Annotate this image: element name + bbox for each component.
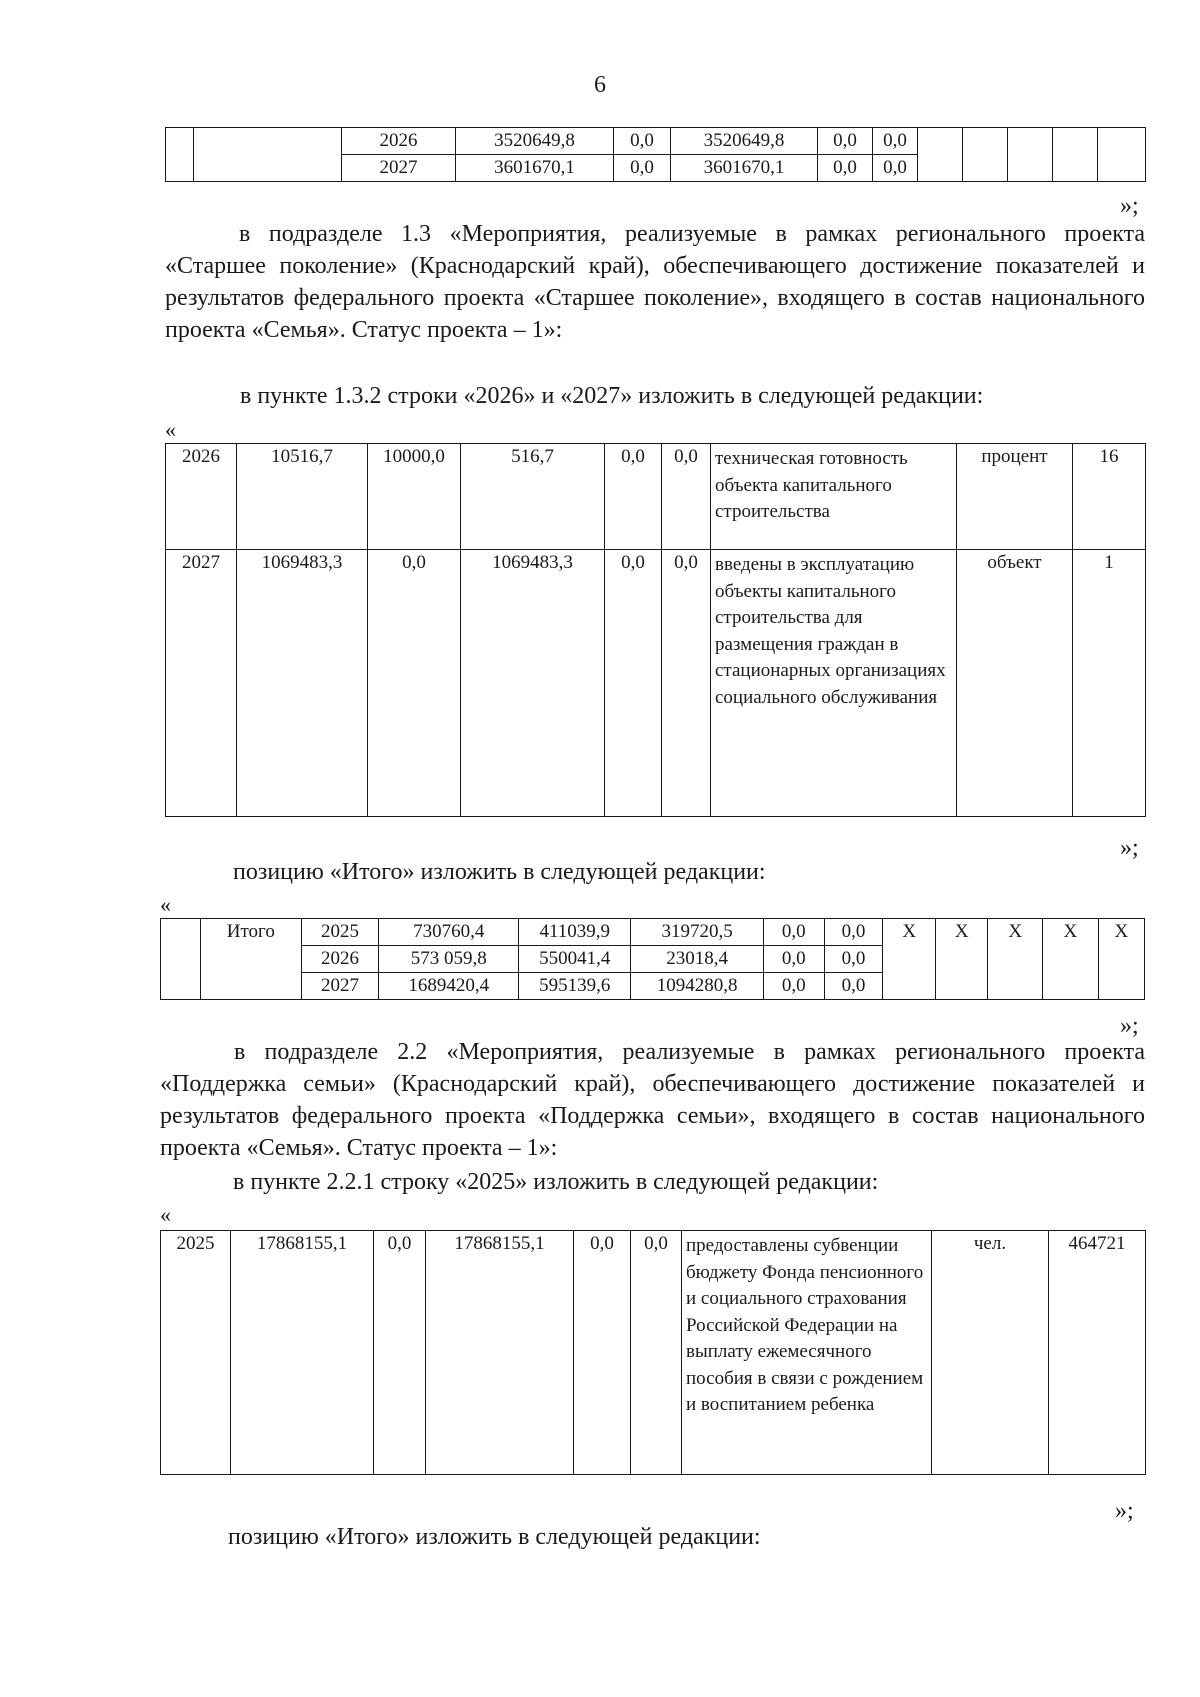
table-row	[166, 550, 1146, 817]
paragraph-item-1-3-2: в пункте 1.3.2 строки «2026» и «2027» изложить в следующей редакции:	[240, 383, 984, 409]
open-quote: «	[160, 892, 171, 917]
value-cell: 319720,5	[631, 919, 763, 946]
value-cell: 0,0	[605, 444, 662, 550]
year-cell: 2026	[301, 946, 379, 973]
value-cell: 0,0	[763, 919, 824, 946]
paragraph-item-2-2-1: в пункте 2.2.1 строку «2025» изложить в следующей редакции:	[233, 1169, 879, 1195]
value-cell: 0,0	[873, 128, 918, 155]
close-quote: »;	[1120, 193, 1139, 219]
x-mark: X	[1043, 919, 1099, 1000]
paragraph-itogo-1: позицию «Итого» изложить в следующей редакции:	[233, 859, 766, 885]
value-cell: 0,0	[605, 550, 662, 817]
value-cell: 3601670,1	[671, 155, 818, 182]
indicator-value-cell: 464721	[1049, 1231, 1146, 1475]
value-cell: 550041,4	[519, 946, 631, 973]
page-number: 6	[594, 72, 606, 98]
year-cell: 2027	[342, 155, 456, 182]
value-cell: 0,0	[763, 973, 824, 1000]
open-quote: «	[165, 417, 176, 442]
value-cell: 0,0	[824, 973, 883, 1000]
value-cell: 595139,6	[519, 973, 631, 1000]
table-row	[166, 128, 1146, 155]
value-cell: 3520649,8	[671, 128, 818, 155]
table-row	[161, 919, 1145, 946]
unit-cell: процент	[957, 444, 1073, 550]
value-cell: 0,0	[614, 128, 671, 155]
year-cell: 2025	[161, 1231, 231, 1475]
itogo-label: Итого	[200, 919, 301, 1000]
value-cell: 0,0	[574, 1231, 631, 1475]
value-cell: 0,0	[662, 444, 711, 550]
value-cell: 0,0	[824, 946, 883, 973]
total-cell: 1689420,4	[379, 973, 519, 1000]
x-mark: X	[883, 919, 936, 1000]
indicator-value-cell: 1	[1073, 550, 1146, 817]
result-cell: техническая готовность объекта капитального строительства	[711, 444, 957, 550]
value-cell: 0,0	[763, 946, 824, 973]
paragraph-subsection-2-2: в подразделе 2.2 «Мероприятия, реализуемые в рамках регионального проекта «Поддержка семьи» (Краснодарский край), обеспечивающего достижение показателей и результатов федерального проекта «Поддержка семьи», входящего в состав национального проекта «Семья». Статус проекта – 1»:	[160, 1039, 1145, 1161]
value-cell: 0,0	[818, 155, 873, 182]
close-quote: »;	[1120, 835, 1139, 861]
table-item-1-3-2	[165, 443, 1146, 817]
total-cell: 1069483,3	[237, 550, 368, 817]
x-mark: X	[935, 919, 988, 1000]
value-cell: 10000,0	[368, 444, 461, 550]
paragraph-itogo-2: позицию «Итого» изложить в следующей редакции:	[228, 1524, 761, 1550]
open-quote: «	[160, 1202, 171, 1227]
total-cell: 17868155,1	[231, 1231, 374, 1475]
value-cell: 1069483,3	[461, 550, 605, 817]
unit-cell: объект	[957, 550, 1073, 817]
value-cell: 23018,4	[631, 946, 763, 973]
year-cell: 2026	[342, 128, 456, 155]
indicator-value-cell: 16	[1073, 444, 1146, 550]
year-cell: 2027	[301, 973, 379, 1000]
x-mark: X	[1098, 919, 1144, 1000]
total-cell: 3520649,8	[456, 128, 614, 155]
value-cell: 0,0	[662, 550, 711, 817]
value-cell: 0,0	[818, 128, 873, 155]
value-cell: 0,0	[873, 155, 918, 182]
total-cell: 10516,7	[237, 444, 368, 550]
table-itogo	[160, 918, 1145, 1000]
table-row	[161, 1231, 1146, 1475]
close-quote: »;	[1120, 1013, 1139, 1039]
value-cell: 516,7	[461, 444, 605, 550]
value-cell: 1094280,8	[631, 973, 763, 1000]
total-cell: 3601670,1	[456, 155, 614, 182]
result-cell: предоставлены субвенции бюджету Фонда пенсионного и социального страхования Российской Федерации на выплату ежемесячного пособия в связи с рождением и воспитанием ребенка	[682, 1231, 932, 1475]
total-cell: 730760,4	[379, 919, 519, 946]
value-cell: 0,0	[824, 919, 883, 946]
year-cell: 2027	[166, 550, 237, 817]
total-cell: 573 059,8	[379, 946, 519, 973]
table-continuation	[165, 127, 1146, 182]
table-row	[166, 444, 1146, 550]
result-cell: введены в эксплуатацию объекты капитального строительства для размещения граждан в стационарных организациях социального обслуживания	[711, 550, 957, 817]
table-item-2-2-1	[160, 1230, 1146, 1475]
value-cell: 0,0	[631, 1231, 682, 1475]
value-cell: 17868155,1	[426, 1231, 574, 1475]
unit-cell: чел.	[932, 1231, 1049, 1475]
x-mark: X	[988, 919, 1043, 1000]
paragraph-subsection-1-3: в подразделе 1.3 «Мероприятия, реализуемые в рамках регионального проекта «Старшее поколение» (Краснодарский край), обеспечивающего достижение показателей и результатов федерального проекта «Старшее поколение», входящего в состав национального проекта «Семья». Статус проекта – 1»:	[165, 221, 1145, 343]
value-cell: 0,0	[614, 155, 671, 182]
value-cell: 411039,9	[519, 919, 631, 946]
close-quote: »;	[1115, 1498, 1134, 1524]
year-cell: 2026	[166, 444, 237, 550]
value-cell: 0,0	[374, 1231, 426, 1475]
value-cell: 0,0	[368, 550, 461, 817]
year-cell: 2025	[301, 919, 379, 946]
